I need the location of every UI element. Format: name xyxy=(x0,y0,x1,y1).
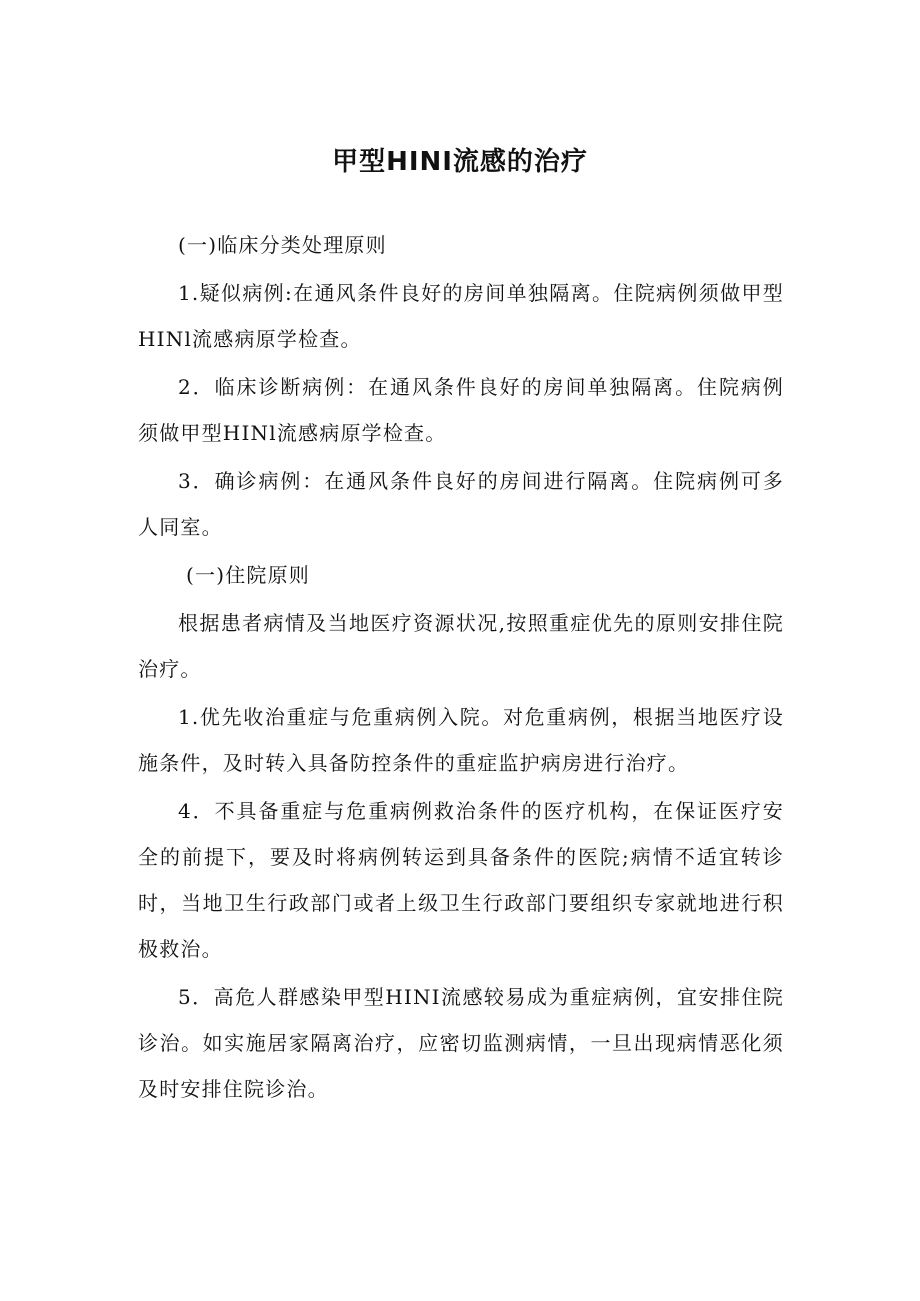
paragraph-hospitalization-priority: 根据患者病情及当地医疗资源状况,按照重症优先的原则安排住院治疗。 xyxy=(138,611,784,681)
section-heading-hospitalization: (一)住院原则 xyxy=(186,563,311,587)
section-heading-classification: (一)临床分类处理原则 xyxy=(178,233,387,257)
paragraph-suspected-case: 1.疑似病例:在通风条件良好的房间单独隔离。住院病例须做甲型HINl流感病原学检查。 xyxy=(138,281,784,351)
document-title: 甲型HINI流感的治疗 xyxy=(332,147,588,177)
paragraph-clinical-diagnosis: 2．临床诊断病例：在通风条件良好的房间单独隔离。住院病例须做甲型HINl流感病原学检查。 xyxy=(138,375,784,445)
paragraph-transfer: 4．不具备重症与危重病例救治条件的医疗机构，在保证医疗安全的前提下，要及时将病例转运到具备条件的医院;病情不适宜转诊时，当地卫生行政部门或者上级卫生行政部门要组织专家就地进行积极救治。 xyxy=(138,799,784,961)
paragraph-confirmed-case: 3．确诊病例：在通风条件良好的房间进行隔离。住院病例可多人同室。 xyxy=(138,469,784,539)
document-body xyxy=(138,222,784,1112)
paragraph-severe-cases: 1.优先收治重症与危重病例入院。对危重病例，根据当地医疗设施条件，及时转入具备防控条件的重症监护病房进行治疗。 xyxy=(138,705,784,775)
paragraph-high-risk: 5．高危人群感染甲型HINI流感较易成为重症病例，宜安排住院诊治。如实施居家隔离治疗，应密切监测病情，一旦出现病情恶化须及时安排住院诊治。 xyxy=(138,985,784,1101)
